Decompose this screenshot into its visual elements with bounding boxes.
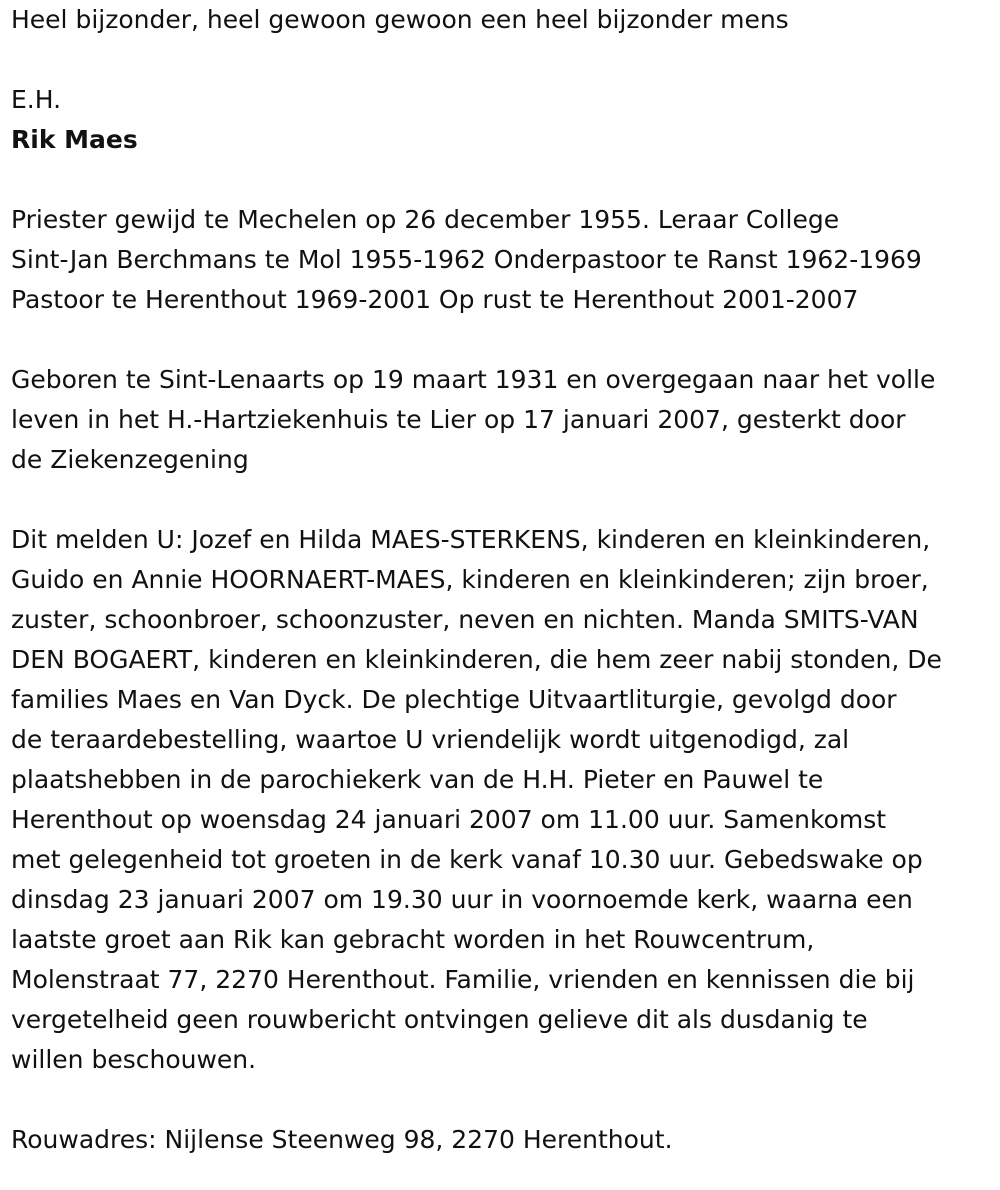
announcement-paragraph [11, 520, 991, 1080]
announcement-line: willen beschouwen. [11, 1045, 257, 1074]
motto: Heel bijzonder, heel gewoon gewoon een heel bijzonder mens [11, 5, 789, 34]
announcement-line: plaatshebben in de parochiekerk van de H.H. Pieter en Pauwel te [11, 765, 824, 794]
announcement-line: Guido en Annie HOORNAERT-MAES, kinderen en kleinkinderen; zijn broer, [11, 565, 929, 594]
honorific: E.H. [11, 85, 62, 114]
spacer [11, 320, 991, 360]
announcement-line: laatste groet aan Rik kan gebracht worden in het Rouwcentrum, [11, 925, 815, 954]
career-line: Pastoor te Herenthout 1969-2001 Op rust te Herenthout 2001-2007 [11, 285, 859, 314]
announcement-line: met gelegenheid tot groeten in de kerk vanaf 10.30 uur. Gebedswake op [11, 845, 923, 874]
obituary-notice [11, 0, 991, 1160]
announcement-line: DEN BOGAERT, kinderen en kleinkinderen, die hem zeer nabij stonden, De [11, 645, 942, 674]
career-paragraph [11, 200, 991, 320]
birth-death-line: de Ziekenzegening [11, 445, 249, 474]
spacer [11, 160, 991, 200]
announcement-line: families Maes en Van Dyck. De plechtige Uitvaartliturgie, gevolgd door [11, 685, 897, 714]
birth-death-line: Geboren te Sint-Lenaarts op 19 maart 1931 en overgegaan naar het volle [11, 365, 936, 394]
announcement-line: Molenstraat 77, 2270 Herenthout. Familie, vrienden en kennissen die bij [11, 965, 915, 994]
announcement-line: dinsdag 23 januari 2007 om 19.30 uur in voornoemde kerk, waarna een [11, 885, 913, 914]
deceased-name: Rik Maes [11, 125, 138, 154]
announcement-line: zuster, schoonbroer, schoonzuster, neven en nichten. Manda SMITS-VAN [11, 605, 919, 634]
mourning-address: Rouwadres: Nijlense Steenweg 98, 2270 Herenthout. [11, 1125, 673, 1154]
career-line: Priester gewijd te Mechelen op 26 december 1955. Leraar College [11, 205, 840, 234]
spacer [11, 1080, 991, 1120]
announcement-line: Dit melden U: Jozef en Hilda MAES-STERKENS, kinderen en kleinkinderen, [11, 525, 931, 554]
career-line: Sint-Jan Berchmans te Mol 1955-1962 Onderpastoor te Ranst 1962-1969 [11, 245, 922, 274]
announcement-line: vergetelheid geen rouwbericht ontvingen gelieve dit als dusdanig te [11, 1005, 868, 1034]
spacer [11, 40, 991, 80]
birth-death-line: leven in het H.-Hartziekenhuis te Lier op 17 januari 2007, gesterkt door [11, 405, 906, 434]
birth-death-paragraph [11, 360, 991, 480]
announcement-line: de teraardebestelling, waartoe U vriendelijk wordt uitgenodigd, zal [11, 725, 850, 754]
announcement-line: Herenthout op woensdag 24 januari 2007 om 11.00 uur. Samenkomst [11, 805, 887, 834]
spacer [11, 480, 991, 520]
